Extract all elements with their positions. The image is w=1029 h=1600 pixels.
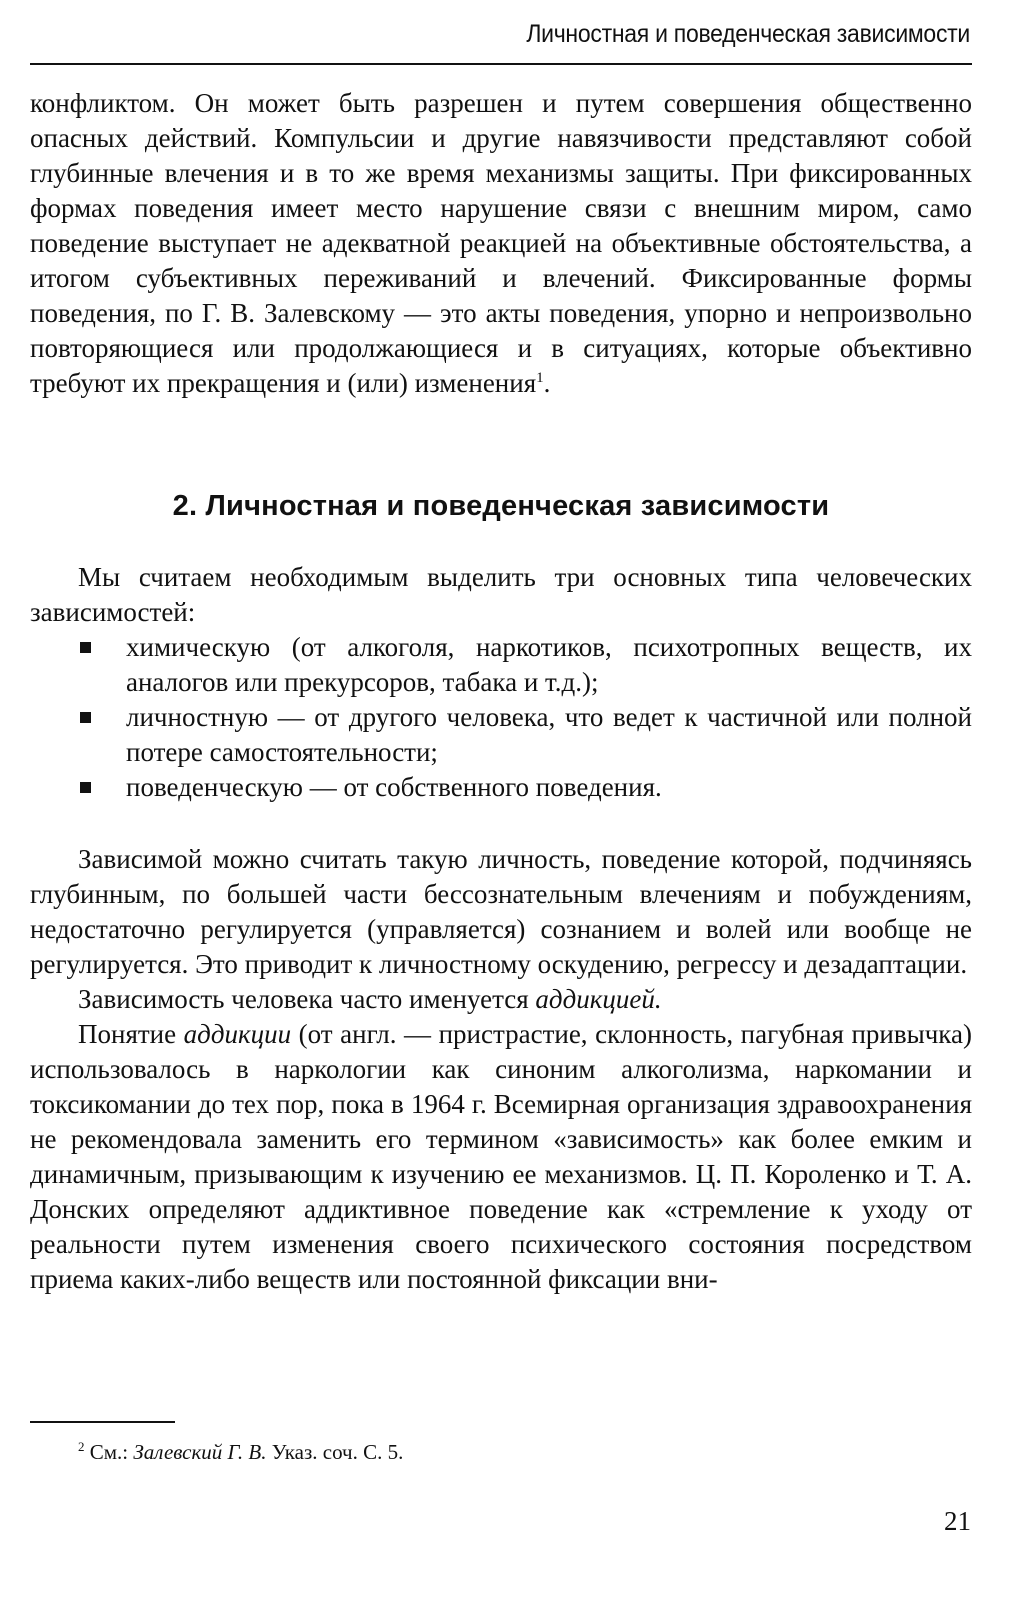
list-item bbox=[30, 630, 972, 700]
list-item-text: личностную — от другого человека, что ведет к частичной или полной потере самостоятельности; bbox=[126, 702, 972, 767]
types-block bbox=[30, 560, 972, 805]
square-bullet-icon bbox=[80, 642, 91, 653]
footnote bbox=[78, 1438, 878, 1466]
paragraph-4-term: аддикцией. bbox=[535, 984, 662, 1014]
list-item-text: поведенческую — от собственного поведения. bbox=[126, 772, 662, 802]
paragraph-1-end: . bbox=[543, 368, 551, 398]
footnote-rule bbox=[30, 1421, 175, 1423]
intro-paragraph: Мы считаем необходимым выделить три основных типа человеческих зависимостей: bbox=[30, 562, 972, 627]
footnote-prefix: См.: bbox=[84, 1440, 134, 1464]
paragraph-5-start: Понятие bbox=[78, 1019, 184, 1049]
paragraph-4 bbox=[30, 982, 972, 1017]
list-item bbox=[30, 770, 972, 805]
paragraph-3: Зависимой можно считать такую личность, поведение которой, подчиняясь глубинным, по большей части бессознательным влечениям и побуждениям, недостаточно регулируется (управляется) сознанием и волей или вообще не регулируется. Это приводит к личностному оскудению, регрессу и дезадаптации. bbox=[30, 844, 972, 979]
footnote-marker: 2 bbox=[78, 1439, 85, 1454]
paragraph-1-text: конфликтом. Он может быть разрешен и путем совершения общественно опасных действий. Компульсии и другие навязчивости представляют собой глубинные влечения и в то же время механизмы защиты. При фиксированных формах поведения имеет место нарушение связи с внешним миром, само поведение выступает не адекватной реакцией на объективные обстоятельства, а итогом субъективных переживаний и влечений. Фиксированные формы поведения, по Г. В. Залевскому — это акты поведения, упорно и непроизвольно повторяющиеся или продолжающиеся и в ситуациях, которые объективно требуют их прекращения и (или) изменения bbox=[30, 88, 972, 398]
square-bullet-icon bbox=[80, 782, 91, 793]
footnote-author: Залевский Г. В. bbox=[133, 1440, 267, 1464]
dependency-types-list bbox=[30, 630, 972, 805]
paragraph-continued bbox=[30, 86, 972, 401]
paragraph-5-term: аддикции bbox=[183, 1019, 292, 1049]
footnote-reference: 1 bbox=[536, 370, 544, 386]
paragraph-5 bbox=[30, 1017, 972, 1297]
paragraph-4-text: Зависимость человека часто именуется bbox=[78, 984, 536, 1014]
page-number: 21 bbox=[944, 1506, 971, 1536]
list-item bbox=[30, 700, 972, 770]
list-item-text: химическую (от алкоголя, наркотиков, психотропных веществ, их аналогов или прекурсоров, табака и т.д.); bbox=[126, 632, 972, 697]
header-rule bbox=[30, 63, 972, 65]
paragraph-5-text: (от англ. — пристрастие, склонность, пагубная привычка) использовалось в наркологии как синоним алкоголизма, наркомании и токсикомании до тех пор, пока в 1964 г. Всемирная организация здравоохранения не рекомендовала заменить его термином «зависимость» как более емким и динамичным, призывающим к изучению ее механизмов. Ц. П. Короленко и Т. А. Донских определяют аддиктивное поведение как «стремление к уходу от реальности путем изменения своего психического состояния посредством приема каких-либо веществ или постоянной фиксации вни- bbox=[30, 1019, 972, 1294]
paragraph-1 bbox=[30, 86, 972, 401]
section-title: 2. Личностная и поведенческая зависимости bbox=[172, 490, 830, 522]
square-bullet-icon bbox=[80, 712, 91, 723]
running-head: Личностная и поведенческая зависимости bbox=[526, 20, 970, 48]
footnote-text: Указ. соч. С. 5. bbox=[266, 1440, 404, 1464]
main-text bbox=[30, 842, 972, 1297]
